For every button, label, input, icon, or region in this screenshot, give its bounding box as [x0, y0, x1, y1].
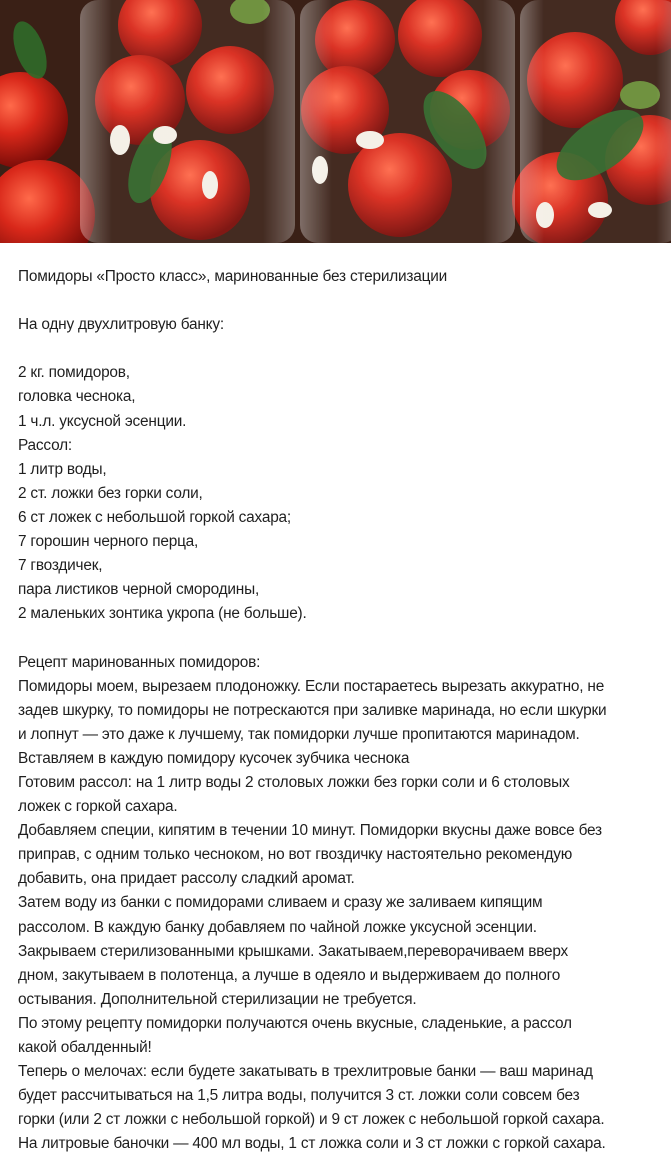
recipe-line: и лопнут — это даже к лучшему, так помидорки лучше пропитаются маринадом. [18, 725, 580, 743]
ingredient-item: 2 ст. ложки без горки соли, [18, 484, 203, 502]
recipe-line: рассолом. В каждую банку добавляем по чайной ложке уксусной эсенции. [18, 918, 537, 936]
ingredient-item: Рассол: [18, 436, 72, 454]
ingredient-item: 6 ст ложек с небольшой горкой сахара; [18, 508, 291, 526]
tomato-jars-photo [0, 0, 671, 243]
recipe-line: Закрываем стерилизованными крышками. Закатываем,переворачиваем вверх [18, 942, 569, 960]
recipe-text [0, 243, 671, 1156]
recipe-title: Помидоры «Просто класс», маринованные без стерилизации [18, 268, 448, 285]
ingredient-item: 1 литр воды, [18, 460, 107, 478]
recipe-line: Теперь о мелочах: если будете закатывать в трехлитровые банки — ваш маринад [18, 1063, 593, 1081]
ingredient-item: 2 кг. помидоров, [18, 364, 130, 382]
recipe-line: горки (или 2 ст ложки с небольшой горкой) и 9 ст ложек с небольшой горкой сахара. [18, 1111, 605, 1129]
recipe-line: На литровые баночки — 400 мл воды, 1 ст ложка соли и 3 ст ложки с горкой сахара. [18, 1135, 606, 1153]
recipe-line: будет рассчитываться на 1,5 литра воды, получится 3 ст. ложки соли совсем без [18, 1087, 580, 1105]
ingredient-item: 2 маленьких зонтика укропа (не больше). [18, 605, 307, 623]
recipe-line: какой обалденный! [18, 1039, 152, 1056]
ingredient-item: 7 гвоздичек, [18, 557, 103, 575]
recipe-line: Готовим рассол: на 1 литр воды 2 столовых ложки без горки соли и 6 столовых [18, 773, 570, 791]
recipe-line: добавить, она придает рассолу сладкий аромат. [18, 870, 355, 888]
recipe-heading: Рецепт маринованных помидоров: [18, 653, 261, 671]
recipe-line: приправ, с одним только чесноком, но вот гвоздичку настоятельно рекомендую [18, 846, 573, 864]
recipe-line: дном, закутываем в полотенца, а лучше в одеяло и выдерживаем до полного [18, 966, 561, 984]
recipe-line: По этому рецепту помидорки получаются очень вкусные, сладенькие, а рассол [18, 1014, 572, 1032]
ingredient-item: пара листиков черной смородины, [18, 581, 260, 599]
recipe-subtitle: На одну двухлитровую банку: [18, 316, 224, 334]
recipe-line: задев шкурку, то помидоры не потрескаются при заливке маринада, но если шкурки [18, 701, 607, 719]
recipe-line: ложек с горкой сахара. [18, 798, 178, 816]
recipe-line: Помидоры моем, вырезаем плодоножку. Если постараетесь вырезать аккуратно, не [18, 677, 605, 695]
ingredients-list [18, 361, 661, 626]
ingredient-item: головка чеснока, [18, 388, 136, 406]
recipe-line: Вставляем в каждую помидору кусочек зубчика чеснока [18, 749, 410, 767]
recipe-line: остывания. Дополнительной стерилизации не требуется. [18, 990, 417, 1008]
recipe-line: Добавляем специи, кипятим в течении 10 минут. Помидорки вкусны даже вовсе без [18, 822, 602, 840]
ingredient-item: 7 горошин черного перца, [18, 533, 199, 551]
recipe-steps [18, 675, 661, 1157]
recipe-line: Затем воду из банки с помидорами сливаем и сразу же заливаем кипящим [18, 894, 543, 912]
ingredient-item: 1 ч.л. уксусной эсенции. [18, 412, 187, 430]
